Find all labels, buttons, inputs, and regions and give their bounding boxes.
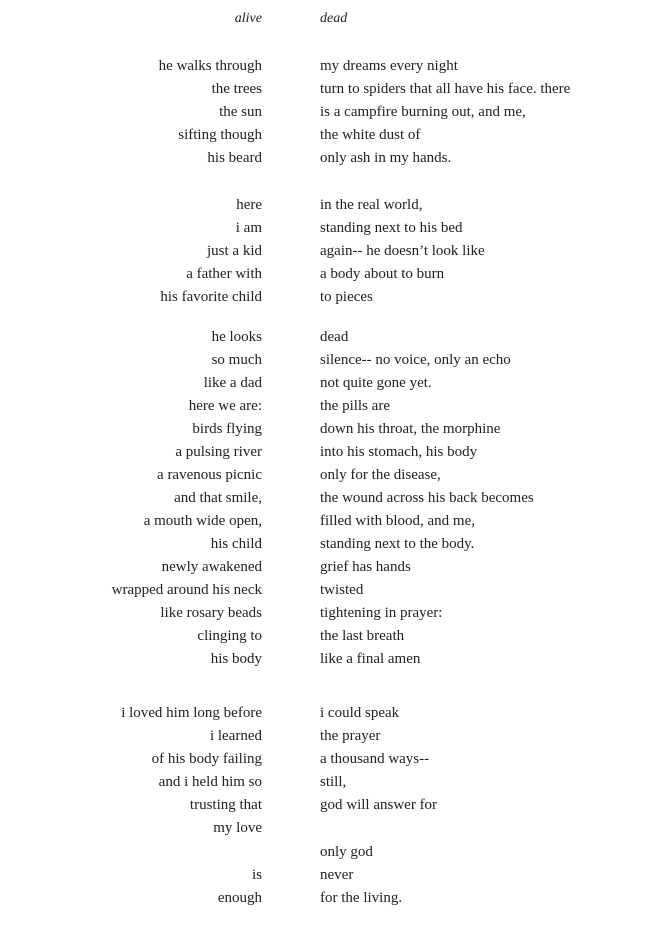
column-heading-dead: dead	[320, 11, 348, 26]
poem-row	[0, 326, 663, 349]
poem-row	[0, 510, 663, 533]
poem-row	[0, 771, 663, 794]
poem-row	[0, 263, 663, 286]
dead-line: down his throat, the morphine	[320, 421, 501, 437]
alive-line: his beard	[207, 150, 262, 166]
column-heading-alive: alive	[234, 11, 262, 26]
poem-row	[0, 418, 663, 441]
alive-line: sifting though	[178, 127, 262, 143]
poem-row	[0, 124, 663, 147]
poem-row	[0, 372, 663, 395]
dead-line: for the living.	[320, 890, 403, 906]
alive-line: i learned	[209, 728, 262, 744]
alive-line: his favorite child	[160, 289, 262, 305]
dead-line: grief has hands	[320, 559, 411, 575]
poem-row	[0, 648, 663, 671]
dead-line: the pills are	[320, 398, 390, 414]
dead-line: into his stomach, his body	[320, 444, 478, 460]
poem-row	[0, 817, 663, 840]
poem-row	[0, 487, 663, 510]
alive-line: he walks through	[158, 58, 262, 74]
dead-line: the wound across his back becomes	[320, 490, 534, 506]
poem-row	[0, 217, 663, 240]
poem-row	[0, 55, 663, 78]
poem-row	[0, 841, 663, 864]
dead-line: i could speak	[320, 705, 400, 721]
alive-line: here	[236, 197, 262, 213]
alive-line: trusting that	[189, 797, 262, 813]
poem-row	[0, 464, 663, 487]
dead-line: only for the disease,	[320, 467, 441, 483]
alive-line: wrapped around his neck	[111, 582, 262, 598]
poem-row	[0, 533, 663, 556]
dead-line: god will answer for	[320, 797, 438, 813]
poem-row	[0, 194, 663, 217]
dead-line: the last breath	[320, 628, 405, 644]
alive-line: enough	[217, 890, 262, 906]
alive-line: a ravenous picnic	[157, 467, 262, 483]
alive-line: like rosary beads	[160, 605, 262, 621]
alive-line: a father with	[186, 266, 262, 282]
alive-line: so much	[211, 352, 262, 368]
dead-line: only ash in my hands.	[320, 150, 452, 166]
alive-line: like a dad	[203, 375, 262, 391]
dead-line: not quite gone yet.	[320, 375, 432, 391]
alive-line: the sun	[219, 104, 262, 120]
alive-line: of his body failing	[151, 751, 262, 767]
alive-line: and that smile,	[174, 490, 262, 506]
alive-line: i loved him long before	[121, 705, 262, 721]
dead-line: turn to spiders that all have his face. there	[320, 81, 571, 97]
alive-line: birds flying	[192, 421, 262, 437]
poem-row	[0, 286, 663, 309]
poem-row	[0, 395, 663, 418]
poem-row	[0, 794, 663, 817]
dead-line: dead	[320, 329, 349, 345]
dead-line: in the real world,	[320, 197, 423, 213]
dead-line: twisted	[320, 582, 364, 598]
alive-line: clinging to	[197, 628, 262, 644]
poem-row	[0, 864, 663, 887]
poem-row	[0, 101, 663, 124]
dead-line: a thousand ways--	[320, 751, 430, 767]
dead-line: again-- he doesn’t look like	[320, 243, 485, 259]
poem-row	[0, 147, 663, 170]
alive-line: and i held him so	[158, 774, 262, 790]
dead-line: the white dust of	[320, 127, 421, 143]
poem-row	[0, 579, 663, 602]
poem-row	[0, 602, 663, 625]
poem-row	[0, 702, 663, 725]
poem-row	[0, 725, 663, 748]
dead-line: like a final amen	[320, 651, 421, 667]
dead-line: silence-- no voice, only an echo	[320, 352, 511, 368]
dead-line: a body about to burn	[320, 266, 445, 282]
alive-line: he looks	[211, 329, 262, 345]
poem-row	[0, 887, 663, 910]
alive-line: the trees	[211, 81, 262, 97]
poem-row	[0, 240, 663, 263]
alive-line: is	[251, 867, 262, 883]
alive-line: just a kid	[207, 243, 262, 259]
poem-row	[0, 748, 663, 771]
alive-line: here we are:	[188, 398, 262, 414]
dead-line: filled with blood, and me,	[320, 513, 475, 529]
dead-line: never	[320, 867, 354, 883]
dead-line: to pieces	[320, 289, 373, 305]
dead-line: still,	[320, 774, 347, 790]
alive-line: a pulsing river	[175, 444, 262, 460]
dead-line: the prayer	[320, 728, 381, 744]
dead-line: tightening in prayer:	[320, 605, 443, 621]
alive-line: a mouth wide open,	[143, 513, 262, 529]
dead-line: only god	[320, 844, 373, 860]
alive-line: his child	[210, 536, 262, 552]
dead-line: my dreams every night	[320, 58, 458, 74]
poem-row	[0, 349, 663, 372]
alive-line: his body	[210, 651, 262, 667]
dead-line: is a campfire burning out, and me,	[320, 104, 526, 120]
dead-line: standing next to the body.	[320, 536, 475, 552]
poem-row	[0, 556, 663, 579]
alive-line: i am	[235, 220, 262, 236]
poem-row	[0, 78, 663, 101]
alive-line: newly awakened	[161, 559, 262, 575]
dead-line: standing next to his bed	[320, 220, 463, 236]
poem-row	[0, 625, 663, 648]
alive-line: my love	[213, 820, 262, 836]
poem-row	[0, 441, 663, 464]
